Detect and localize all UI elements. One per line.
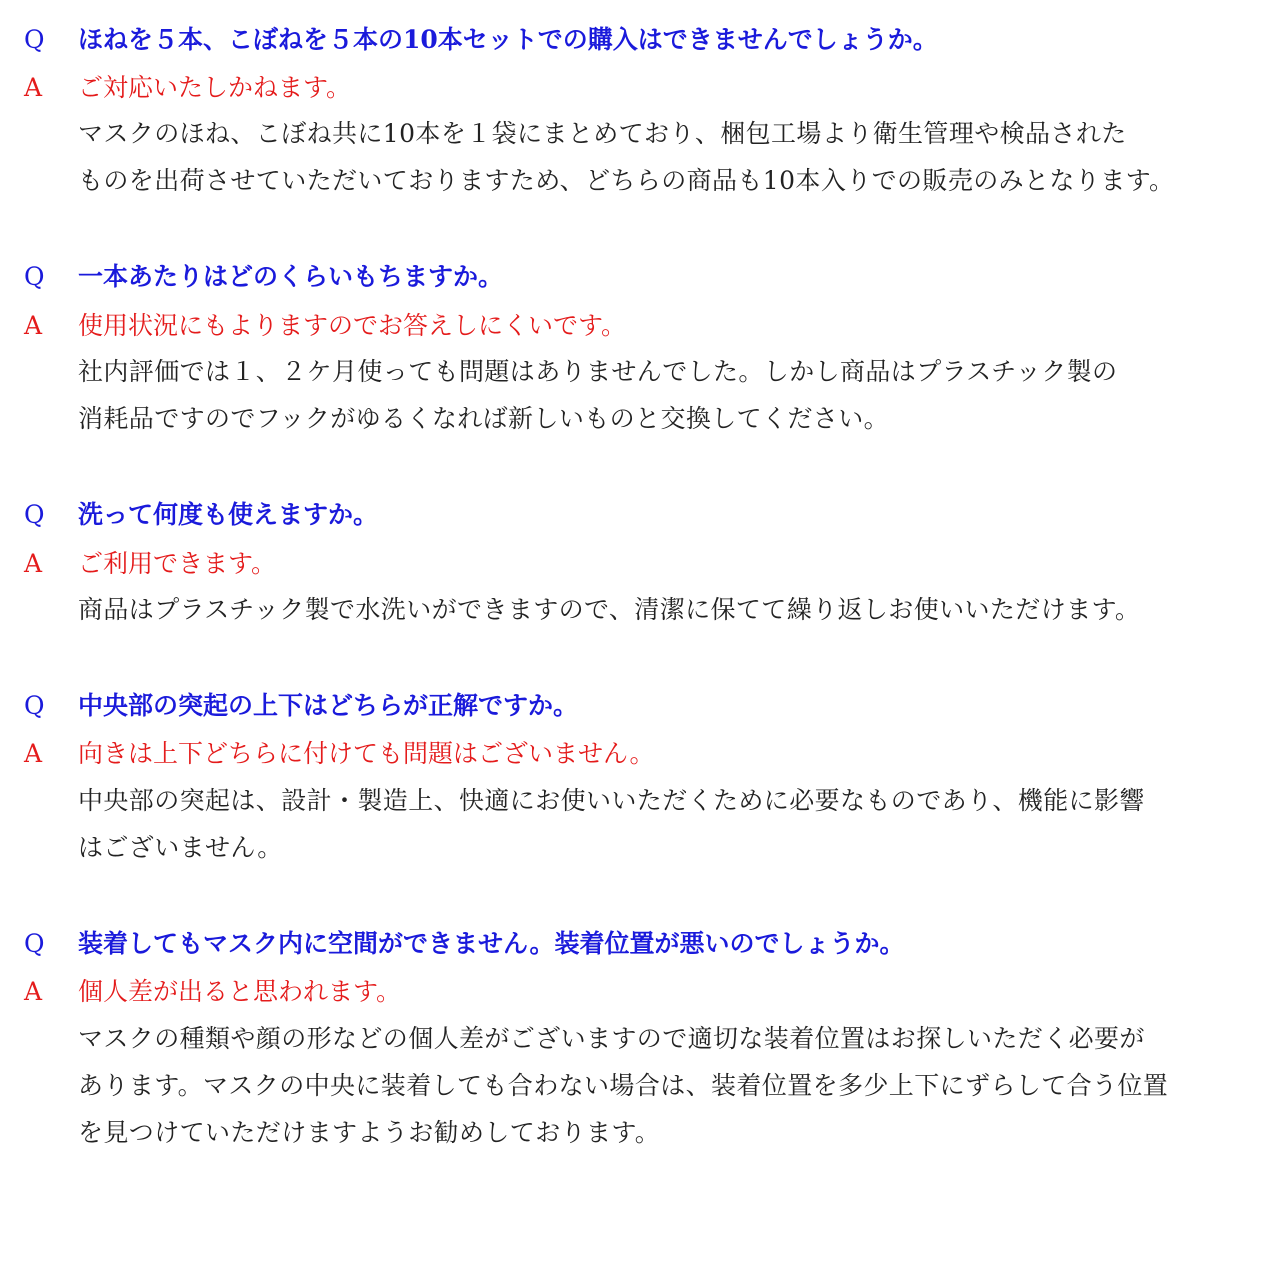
detail-text: はございません。 xyxy=(78,833,283,862)
answer-text: 個人差が出ると思われます。 xyxy=(78,977,402,1006)
answer-text: ご対応いたしかねます。 xyxy=(78,73,352,102)
answer-marker: A xyxy=(24,549,43,578)
answer-text: 使用状況にもよりますのでお答えしにくいです。 xyxy=(78,311,627,340)
detail-text: ものを出荷させていただいておりますため、どちらの商品も10本入りでの販売のみとなります。 xyxy=(78,166,1175,195)
question-text: 装着してもマスク内に空間ができません。装着位置が悪いのでしょうか。 xyxy=(78,929,905,958)
question-marker: Q xyxy=(24,929,45,958)
answer-marker: A xyxy=(24,311,43,340)
detail-text: 中央部の突起は、設計・製造上、快適にお使いいただくために必要なものであり、機能に影響 xyxy=(78,786,1145,815)
detail-text: 商品はプラスチック製で水洗いができますので、清潔に保てて繰り返しお使いいただけます。 xyxy=(78,595,1141,624)
question-marker: Q xyxy=(24,500,45,529)
question-marker: Q xyxy=(24,25,45,54)
detail-text: マスクの種類や顔の形などの個人差がございますので適切な装着位置はお探しいただく必要が xyxy=(78,1024,1145,1053)
question-text: ほねを５本、こぼねを５本の10本セットでの購入はできませんでしょうか。 xyxy=(78,25,938,54)
answer-text: ご利用できます。 xyxy=(78,549,277,578)
answer-marker: A xyxy=(24,73,43,102)
detail-text: あります。マスクの中央に装着しても合わない場合は、装着位置を多少上下にずらして合う位置 xyxy=(78,1071,1169,1100)
detail-text: を見つけていただけますようお勧めしております。 xyxy=(78,1118,661,1147)
answer-marker: A xyxy=(24,977,43,1006)
detail-text: マスクのほね、こぼね共に10本を１袋にまとめており、梱包工場より衛生管理や検品された xyxy=(78,119,1127,148)
question-text: 一本あたりはどのくらいもちますか。 xyxy=(78,262,504,291)
question-text: 中央部の突起の上下はどちらが正解ですか。 xyxy=(78,691,579,720)
question-marker: Q xyxy=(24,691,45,720)
detail-text: 社内評価では１、２ケ月使っても問題はありませんでした。しかし商品はプラスチック製の xyxy=(78,357,1118,386)
answer-marker: A xyxy=(24,739,43,768)
question-marker: Q xyxy=(24,262,45,291)
answer-text: 向きは上下どちらに付けても問題はございません。 xyxy=(78,739,655,768)
question-text: 洗って何度も使えますか。 xyxy=(78,500,379,529)
detail-text: 消耗品ですのでフックがゆるくなれば新しいものと交換してください。 xyxy=(78,404,890,433)
